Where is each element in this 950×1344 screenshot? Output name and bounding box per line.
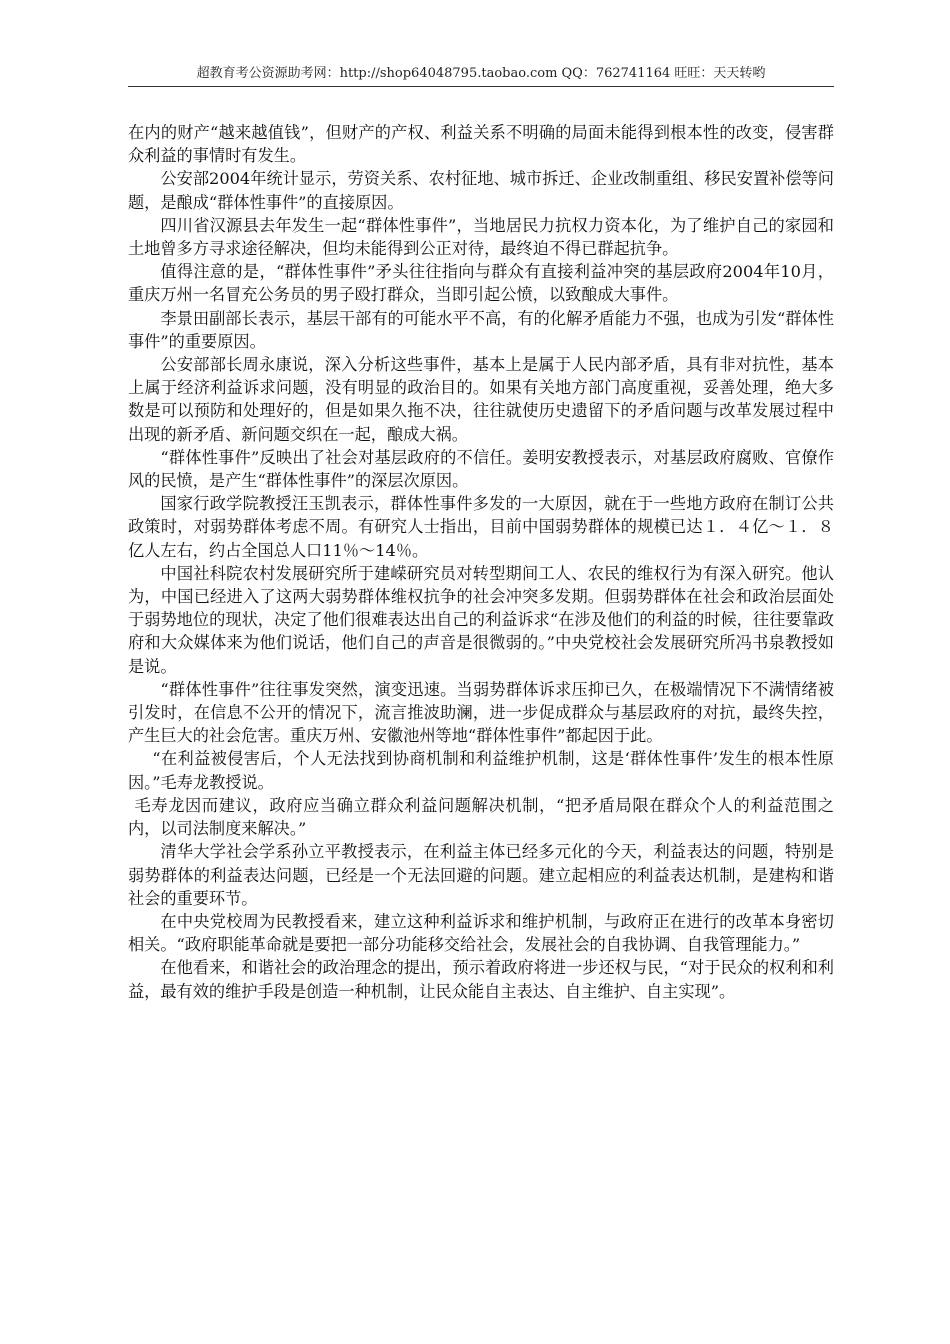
paragraph-3: 四川省汉源县去年发生一起“群体性事件”，当地居民力抗权力资本化，为了维护自己的家园和土地曾多方寻求途径解决，但均未能得到公正对待，最终迫不得已群起抗争。	[128, 215, 834, 259]
paragraph-13: 清华大学社会学系孙立平教授表示，在利益主体已经多元化的今天，利益表达的问题，特别是弱势群体的利益表达问题，已经是一个无法回避的问题。建立起相应的利益表达机制，是建构和谐社会的重要环节。	[128, 842, 834, 908]
paragraph-7: “群体性事件”反映出了社会对基层政府的不信任。姜明安教授表示，对基层政府腐败、官僚作风的民愤，是产生“群体性事件”的深层次原因。	[128, 447, 834, 491]
paragraph-4: 值得注意的是，“群体性事件”矛头往往指向与群众有直接利益冲突的基层政府2004年10月，重庆万州一名冒充公务员的男子殴打群众，当即引起公愤，以致酿成大事件。	[128, 262, 834, 305]
page-header: 超教育考公资源助考网：http://shop64048795.taobao.com QQ：762741164 旺旺：天天转哟	[196, 66, 766, 81]
paragraph-8: 国家行政学院教授汪玉凯表示，群体性事件多发的一大原因，就在于一些地方政府在制订公共政策时，对弱势群体考虑不周。有研究人士指出，目前中国弱势群体的规模已达１．４亿～１．８亿人左右，约占全国总人口11％～14％。	[128, 494, 834, 560]
paragraph-14: 在中央党校周为民教授看来，建立这种利益诉求和维护机制，与政府正在进行的改革本身密切相关。“政府职能革命就是要把一部分功能移交给社会，发展社会的自我协调、自我管理能力。”	[128, 911, 834, 955]
paragraph-6: 公安部部长周永康说，深入分析这些事件，基本上是属于人民内部矛盾，具有非对抗性，基本上属于经济利益诉求问题，没有明显的政治目的。如果有关地方部门高度重视，妥善处理，绝大多数是可以预防和处理好的，但是如果久拖不决，往往就使历史遗留下的矛盾问题与改革发展过程中出现的新矛盾、新问题交织在一起，酿成大祸。	[128, 355, 834, 444]
article-body	[128, 121, 834, 1003]
paragraph-11: “在利益被侵害后，个人无法找到协商机制和利益维护机制，这是‘群体性事件’发生的根本性原因。”毛寿龙教授说。	[128, 749, 834, 792]
paragraph-10: “群体性事件”往往事发突然，演变迅速。当弱势群体诉求压抑已久，在极端情况下不满情绪被引发时，在信息不公开的情况下，流言推波助澜，进一步促成群众与基层政府的对抗，最终失控，产生巨大的社会危害。重庆万州、安徽池州等地“群体性事件”都起因于此。	[128, 679, 834, 746]
paragraph-9: 中国社科院农村发展研究所于建嵘研究员对转型期间工人、农民的维权行为有深入研究。他认为，中国已经进入了这两大弱势群体维权抗争的社会冲突多发期。但弱势群体在社会和政治层面处于弱势地位的现状，决定了他们很难表达出自己的利益诉求“在涉及他们的利益的时候，往往要靠政府和大众媒体来为他们说话，他们自己的声音是很微弱的。”中央党校社会发展研究所冯书泉教授如是说。	[128, 563, 834, 676]
paragraph-5: 李景田副部长表示，基层干部有的可能水平不高，有的化解矛盾能力不强，也成为引发“群体性事件”的重要原因。	[128, 308, 834, 351]
paragraph-1: 在内的财产“越来越值钱”，但财产的产权、利益关系不明确的局面未能得到根本性的改变，侵害群众利益的事情时有发生。	[128, 123, 834, 166]
header-divider	[128, 86, 834, 87]
paragraph-12: 毛寿龙因而建议，政府应当确立群众利益问题解决机制，“把矛盾局限在群众个人的利益范围之内，以司法制度来解决。”	[128, 795, 834, 839]
paragraph-15: 在他看来，和谐社会的政治理念的提出，预示着政府将进一步还权与民，“对于民众的权利和利益，最有效的维护手段是创造一种机制，让民众能自主表达、自主维护、自主实现”。	[128, 958, 834, 1001]
paragraph-2: 公安部2004年统计显示，劳资关系、农村征地、城市拆迁、企业改制重组、移民安置补偿等问题，是酿成“群体性事件”的直接原因。	[128, 169, 834, 212]
